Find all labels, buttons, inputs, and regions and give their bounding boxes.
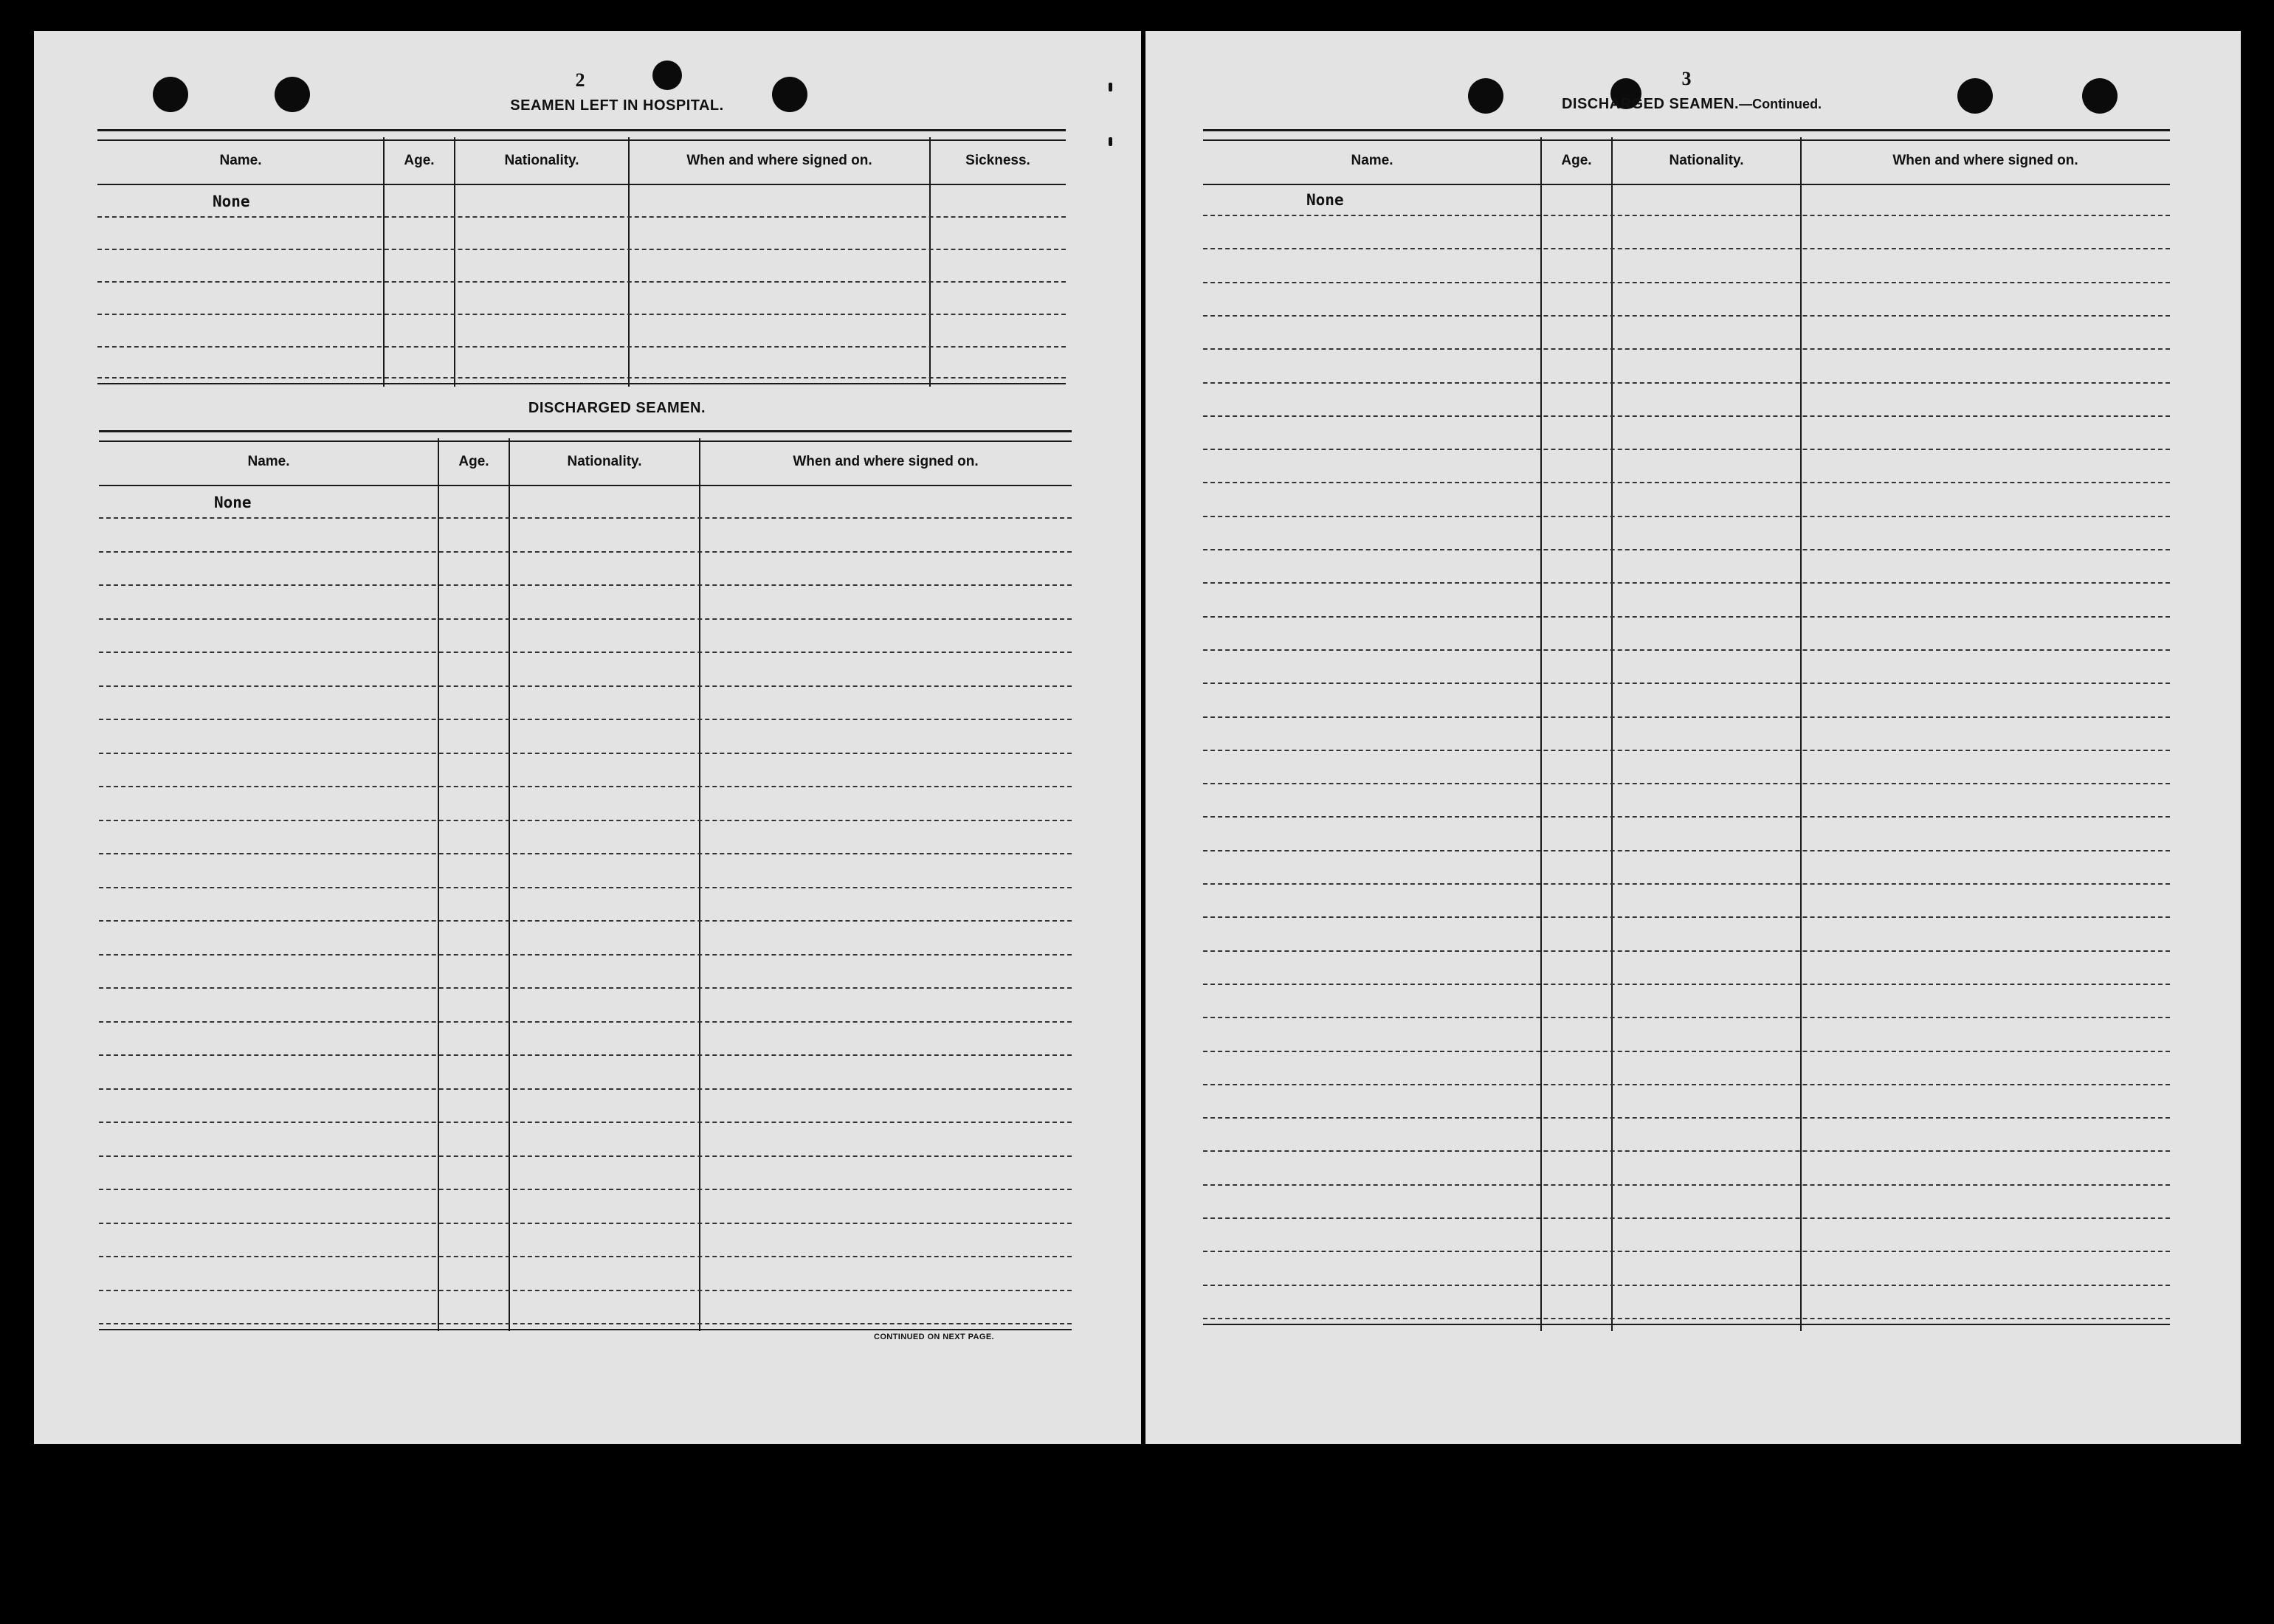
entry-line <box>99 853 1072 854</box>
discharged-continued-title <box>1470 96 1913 113</box>
entry-line <box>99 920 1072 922</box>
column-header-nationality: Nationality. <box>567 453 642 469</box>
entry-line <box>99 1189 1072 1190</box>
entry-line <box>99 1122 1072 1123</box>
entry-line <box>99 685 1072 687</box>
entry-line <box>1203 549 2170 550</box>
punch-hole-icon <box>275 77 310 112</box>
entry-line <box>1203 248 2170 249</box>
column-header-name: Name. <box>1351 152 1393 168</box>
entry-line <box>1203 716 2170 718</box>
punch-hole-icon <box>153 77 188 112</box>
entry-line <box>1203 1150 2170 1152</box>
double-rule <box>1203 1318 2170 1325</box>
column-divider <box>509 438 510 1331</box>
entry-line <box>99 1054 1072 1056</box>
column-header-signed-on: When and where signed on. <box>686 152 872 168</box>
entry-line <box>1203 984 2170 985</box>
discharged-entry: None <box>214 494 252 511</box>
entry-line <box>1203 1117 2170 1119</box>
entry-line <box>99 887 1072 888</box>
entry-line <box>1203 883 2170 885</box>
entry-line <box>99 987 1072 989</box>
entry-line <box>1203 1285 2170 1286</box>
entry-line <box>1203 382 2170 384</box>
entry-line <box>1203 816 2170 818</box>
entry-line <box>1203 1017 2170 1018</box>
binding-mark <box>1109 137 1112 146</box>
column-header-nationality: Nationality. <box>1669 152 1744 168</box>
entry-line <box>1203 683 2170 684</box>
entry-line <box>99 954 1072 956</box>
right-page <box>1145 31 2241 1444</box>
column-divider <box>628 137 630 387</box>
entry-line <box>1203 215 2170 216</box>
double-rule <box>99 1323 1072 1330</box>
entry-line <box>97 346 1066 348</box>
entry-line <box>1203 582 2170 584</box>
punch-hole-icon <box>652 61 682 90</box>
column-divider <box>929 137 931 387</box>
entry-line <box>99 1223 1072 1224</box>
discharged-table <box>99 430 1072 1375</box>
entry-line <box>99 1088 1072 1090</box>
entry-line <box>1203 348 2170 350</box>
column-header-nationality: Nationality. <box>504 152 579 168</box>
entry-line <box>1203 850 2170 851</box>
entry-line <box>99 584 1072 586</box>
entry-line <box>1203 1051 2170 1052</box>
entry-line <box>97 216 1066 218</box>
column-divider <box>454 137 455 387</box>
entry-line <box>99 1256 1072 1257</box>
column-divider <box>438 438 439 1331</box>
entry-line <box>1203 415 2170 417</box>
entry-line <box>1203 449 2170 450</box>
page-number: 2 <box>575 69 585 91</box>
column-header-name: Name. <box>247 453 290 469</box>
table-header <box>97 137 1066 185</box>
entry-line <box>1203 482 2170 483</box>
entry-line <box>1203 315 2170 317</box>
entry-line <box>1203 750 2170 751</box>
entry-line <box>1203 282 2170 283</box>
title-text: DISCHARGED SEAMEN. <box>1561 96 1740 112</box>
column-divider <box>383 137 385 387</box>
column-header-signed-on: When and where signed on. <box>793 453 979 469</box>
entry-line <box>99 820 1072 821</box>
hospital-section-title: SEAMEN LEFT IN HOSPITAL. <box>510 97 724 114</box>
entry-line <box>99 1021 1072 1023</box>
entry-line <box>99 652 1072 653</box>
title-suffix: —Continued. <box>1739 97 1822 111</box>
entry-line <box>1203 950 2170 952</box>
entry-line <box>99 618 1072 620</box>
entry-line <box>99 517 1072 519</box>
continued-note: CONTINUED ON NEXT PAGE. <box>874 1333 995 1341</box>
entry-line <box>99 551 1072 553</box>
table-header <box>1203 137 2170 185</box>
entry-line <box>97 314 1066 315</box>
entry-line <box>1203 783 2170 784</box>
discharged-continued-table <box>1203 129 2170 1376</box>
entry-line <box>99 719 1072 720</box>
entry-line <box>99 753 1072 754</box>
page-number: 3 <box>1681 68 1692 89</box>
entry-line <box>99 786 1072 787</box>
column-header-sickness: Sickness. <box>965 152 1030 168</box>
entry-line <box>97 249 1066 250</box>
punch-hole-icon <box>2082 78 2118 114</box>
column-header-age: Age. <box>404 152 435 168</box>
entry-line <box>1203 916 2170 918</box>
discharged-entry: None <box>1306 191 1344 209</box>
table-header <box>99 438 1072 486</box>
column-header-age: Age. <box>1561 152 1592 168</box>
entry-line <box>1203 1184 2170 1186</box>
discharged-section-title: DISCHARGED SEAMEN. <box>528 400 706 416</box>
entry-line <box>1203 516 2170 517</box>
left-page <box>34 31 1141 1444</box>
column-header-age: Age. <box>458 453 489 469</box>
punch-hole-icon <box>1957 78 1993 114</box>
double-rule <box>97 377 1066 384</box>
entry-line <box>99 1290 1072 1291</box>
entry-line <box>1203 649 2170 651</box>
entry-line <box>99 1155 1072 1157</box>
entry-line <box>1203 1217 2170 1219</box>
entry-line <box>1203 616 2170 618</box>
column-header-signed-on: When and where signed on. <box>1892 152 2078 168</box>
binding-mark <box>1109 83 1112 91</box>
hospital-entry: None <box>213 193 250 210</box>
entry-line <box>1203 1084 2170 1085</box>
column-divider <box>699 438 700 1331</box>
hospital-table <box>97 129 1066 424</box>
entry-line <box>1203 1251 2170 1252</box>
entry-line <box>97 281 1066 283</box>
column-header-name: Name. <box>219 152 262 168</box>
